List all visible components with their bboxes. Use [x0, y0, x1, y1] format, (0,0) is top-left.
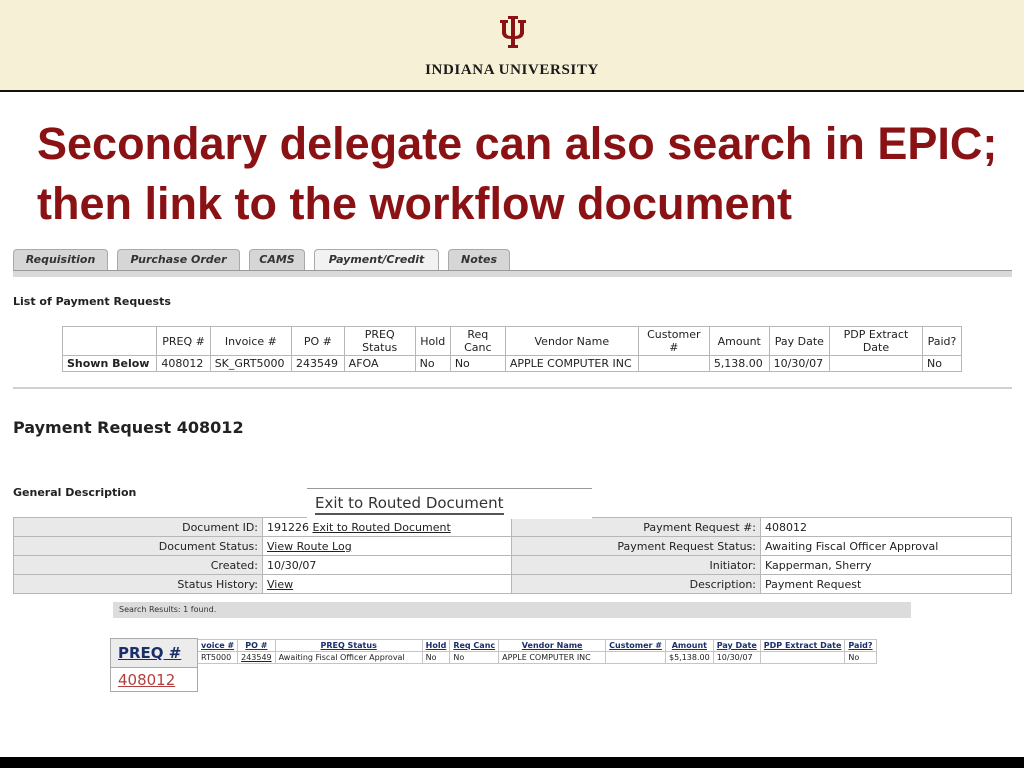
column-header-link[interactable]: Paid? [845, 640, 876, 652]
table-cell: 10/30/07 [713, 652, 760, 664]
table-cell [760, 652, 845, 664]
table-cell: No [450, 356, 505, 372]
table-header: Invoice # [210, 327, 291, 356]
iu-trident-logo-icon [498, 14, 528, 50]
payment-list-table [62, 326, 962, 372]
row-label: Shown Below [63, 356, 157, 372]
preq-status-label: Payment Request Status: [512, 537, 761, 556]
po-link[interactable]: 243549 [241, 653, 272, 662]
table-cell: APPLE COMPUTER INC [505, 356, 638, 372]
doc-id-cell [263, 518, 512, 537]
table-header: Pay Date [769, 327, 829, 356]
slide-title: Secondary delegate can also search in EPIC; then link to the workflow document [37, 118, 998, 229]
table-cell: 10/30/07 [769, 356, 829, 372]
column-header-link[interactable]: Hold [422, 640, 450, 652]
general-description-label: General Description [13, 486, 137, 499]
column-header-link[interactable]: Customer # [606, 640, 666, 652]
initiator-value: Kapperman, Sherry [761, 556, 1012, 575]
tab-underline [13, 270, 1012, 277]
payment-list-label: List of Payment Requests [13, 295, 171, 308]
column-header-link[interactable]: Vendor Name [499, 640, 606, 652]
column-header-link[interactable]: Pay Date [713, 640, 760, 652]
table-header-blank [63, 327, 157, 356]
view-route-log-link[interactable]: View Route Log [267, 539, 352, 553]
column-header-link[interactable]: Req Canc [450, 640, 499, 652]
view-history-link[interactable]: View [267, 577, 294, 591]
table-header: PO # [292, 327, 345, 356]
doc-id-value: 191226 [267, 520, 309, 534]
preq-header-cell [111, 639, 197, 668]
table-row[interactable] [63, 356, 962, 372]
table-header-row [198, 640, 877, 652]
column-header-link[interactable]: PREQ Status [275, 640, 422, 652]
table-cell: No [415, 356, 450, 372]
university-name: INDIANA UNIVERSITY [425, 62, 599, 78]
table-cell: No [845, 652, 876, 664]
preq-number-value: 408012 [761, 518, 1012, 537]
preq-column-header-link[interactable]: PREQ # [118, 644, 182, 662]
table-header: PREQ Status [344, 327, 415, 356]
table-cell: SK_GRT5000 [210, 356, 291, 372]
divider [13, 387, 1012, 389]
table-cell [606, 652, 666, 664]
table-cell [829, 356, 922, 372]
column-header-link[interactable]: PO # [238, 640, 276, 652]
table-cell: APPLE COMPUTER INC [499, 652, 606, 664]
created-value: 10/30/07 [263, 556, 512, 575]
table-header: Amount [709, 327, 769, 356]
tab-cams[interactable]: CAMS [249, 249, 305, 270]
tab-purchase-order[interactable]: Purchase Order [117, 249, 240, 270]
preq-zoom-callout [110, 638, 198, 692]
preq-number-link[interactable]: 408012 [118, 671, 176, 689]
created-label: Created: [14, 556, 263, 575]
tab-payment-credit[interactable]: Payment/Credit [314, 249, 439, 272]
description-label: Description: [512, 575, 761, 594]
table-header: Customer # [638, 327, 709, 356]
exit-routed-doc-callout-link[interactable]: Exit to Routed Document [315, 494, 504, 515]
initiator-label: Initiator: [512, 556, 761, 575]
preq-number-label: Payment Request #: [512, 518, 761, 537]
table-cell: Awaiting Fiscal Officer Approval [275, 652, 422, 664]
search-results-table [197, 639, 877, 664]
tab-notes[interactable]: Notes [448, 249, 510, 270]
tab-requisition[interactable]: Requisition [13, 249, 108, 270]
table-header: PREQ # [157, 327, 210, 356]
slide-footer-bar [0, 757, 1024, 768]
column-header-link[interactable]: Amount [665, 640, 713, 652]
table-cell: $5,138.00 [665, 652, 713, 664]
description-value: Payment Request [761, 575, 1012, 594]
column-header-link[interactable]: voice # [198, 640, 238, 652]
table-header: Vendor Name [505, 327, 638, 356]
table-header: PDP Extract Date [829, 327, 922, 356]
exit-routed-doc-link[interactable]: Exit to Routed Document [312, 520, 451, 534]
table-cell: No [422, 652, 450, 664]
status-history-label: Status History: [14, 575, 263, 594]
header-band [0, 0, 1024, 92]
payment-request-title: Payment Request 408012 [13, 418, 244, 437]
search-results-summary: Search Results: 1 found. [113, 602, 911, 618]
table-cell: No [450, 652, 499, 664]
table-cell: No [922, 356, 961, 372]
table-cell: AFOA [344, 356, 415, 372]
table-cell: RT5000 [198, 652, 238, 664]
table-cell: 243549 [292, 356, 345, 372]
table-row [198, 652, 877, 664]
doc-status-label: Document Status: [14, 537, 263, 556]
preq-status-value: Awaiting Fiscal Officer Approval [761, 537, 1012, 556]
column-header-link[interactable]: PDP Extract Date [760, 640, 845, 652]
table-cell: 408012 [157, 356, 210, 372]
general-description-table [13, 517, 1012, 594]
tab-bar [13, 249, 1012, 271]
table-header: Hold [415, 327, 450, 356]
table-header-row [63, 327, 962, 356]
table-cell [638, 356, 709, 372]
table-header: Paid? [922, 327, 961, 356]
table-cell: 5,138.00 [709, 356, 769, 372]
status-history-cell [263, 575, 512, 594]
table-cell [238, 652, 276, 664]
doc-status-cell [263, 537, 512, 556]
doc-id-label: Document ID: [14, 518, 263, 537]
table-header: Req Canc [450, 327, 505, 356]
